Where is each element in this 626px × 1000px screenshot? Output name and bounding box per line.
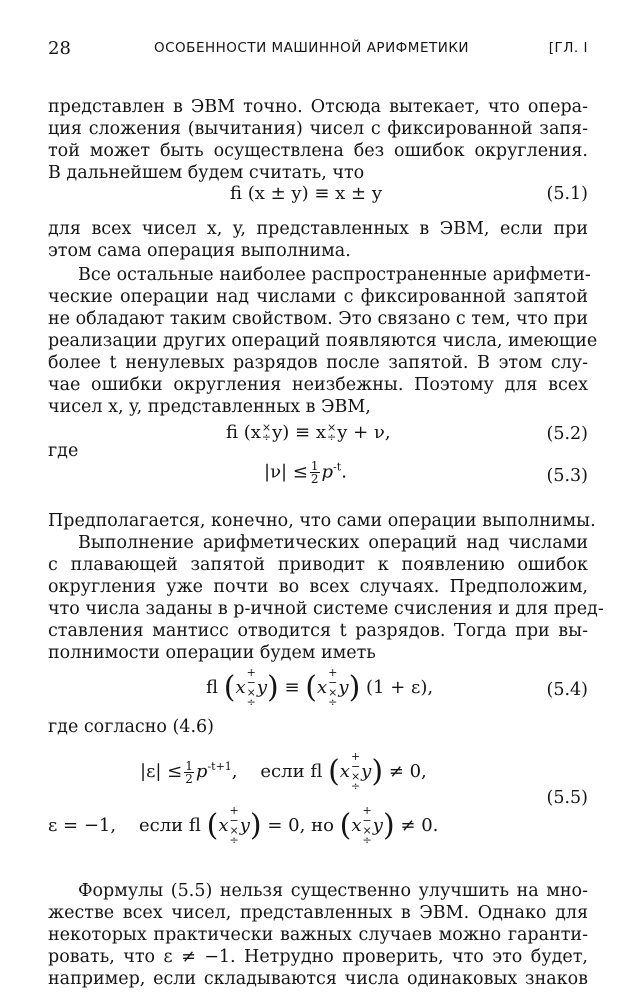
equation-number: (5.5) xyxy=(546,788,588,808)
text-line: округления уже почти во всех случаях. Предположим, xyxy=(48,577,588,597)
text-line: реализации других операций появляются числа, имеющие xyxy=(48,331,598,351)
text-line: где согласно (4.6) xyxy=(48,717,214,737)
text-line: не обладают таким свойством. Это связано с тем, что при xyxy=(48,309,588,329)
running-title: ОСОБЕННОСТИ МАШИННОЙ АРИФМЕТИКИ xyxy=(154,40,469,56)
text-line: ставления мантисс отводится t разрядов. Тогда при вы- xyxy=(48,621,588,641)
running-header xyxy=(48,38,588,62)
text-line: В дальнейшем будем считать, что xyxy=(48,163,365,183)
text-line: некоторых практически важных случаев можно гаранти- xyxy=(48,925,588,945)
operator-stack: + − × ÷ xyxy=(328,666,338,709)
text-line: Предполагается, конечно, что сами операции выполнимы. xyxy=(48,511,596,531)
text-line: Формулы (5.5) нельзя существенно улучшить на мно- xyxy=(78,881,588,901)
equation-5-1: fi (x ± y) ≡ x ± y xyxy=(230,183,382,204)
eq-part: |ν| ≤ xyxy=(264,461,308,483)
eq-part: y) ≡ x xyxy=(272,422,326,443)
text-line: более t ненулевых разрядов после запятой. В этом слу- xyxy=(48,353,588,373)
operator-stack: + − × ÷ xyxy=(246,666,256,709)
text-line: жестве всех чисел, представленных в ЭВМ. Однако для xyxy=(48,903,588,923)
text-line: полнимости операции будем иметь xyxy=(48,643,376,663)
eq-part: y + ν, xyxy=(337,422,391,443)
fraction: $\frac{1}{2}$ xyxy=(185,758,193,786)
text-line: где xyxy=(48,441,79,461)
fraction: $\frac{1}{2}$ xyxy=(310,459,319,486)
equation-5-5-line-1: |ε| ≤ $\frac{1}{2}$ $p^{-t+1}$, если fl (x + − × ÷ y) ≠ 0, xyxy=(140,750,427,793)
equation-number: (5.1) xyxy=(546,184,588,204)
operator-stack: × ÷ xyxy=(327,421,337,444)
equation-number: (5.3) xyxy=(546,466,588,486)
equation-5-3: |ν| ≤ $\frac{1}{2}$ $p^{-t}$. xyxy=(264,459,347,486)
equation-number: (5.4) xyxy=(546,680,588,700)
text-line: Все остальные наиболее распространенные арифмети- xyxy=(78,265,591,285)
equation-5-4: fl (x + − × ÷ y) ≡ (x + − × ÷ y) (1 + ε), xyxy=(206,666,434,709)
text-line: для всех чисел x, y, представленных в ЭВМ, если при xyxy=(48,219,588,239)
equation-number: (5.2) xyxy=(546,424,588,444)
text-line: чисел x, y, представленных в ЭВМ, xyxy=(48,397,371,417)
text-line: ровать, что ε ≠ −1. Нетрудно проверить, что это будет, xyxy=(48,947,588,967)
text-line: например, если складываются числа одинаковых знаков xyxy=(48,969,588,989)
text-line: чае ошибки округления неизбежны. Поэтому для всех xyxy=(48,375,588,395)
page-number: 28 xyxy=(48,38,71,59)
text-line: ческие операции над числами с фиксированной запятой xyxy=(48,287,588,307)
text-line: с плавающей запятой приводит к появлению ошибок xyxy=(48,555,588,575)
operator-stack: × ÷ xyxy=(261,421,272,444)
text-line: этом сама операция выполнима. xyxy=(48,241,351,261)
text-line: ция сложения (вычитания) чисел с фиксированной запя- xyxy=(48,119,588,139)
operator-stack: + − × ÷ xyxy=(362,804,372,847)
eq-part: fi (x xyxy=(226,422,261,443)
operator-stack: + − × ÷ xyxy=(229,804,239,847)
chapter-marker: [ГЛ. I xyxy=(548,40,588,56)
operator-stack: + − × ÷ xyxy=(350,750,361,793)
text-line: Выполнение арифметических операций над числами xyxy=(78,533,588,553)
equation-5-5-line-2: ε = −1, если fl (x + − × ÷ y) = 0, но (x + − × ÷ y) ≠ 0. xyxy=(48,804,439,847)
text-line: что числа заданы в p-ичной системе счисления и для пред- xyxy=(48,599,604,619)
text-line: представлен в ЭВМ точно. Отсюда вытекает, что опера- xyxy=(48,97,588,117)
text-line: той может быть осуществлена без ошибок округления. xyxy=(48,141,588,161)
